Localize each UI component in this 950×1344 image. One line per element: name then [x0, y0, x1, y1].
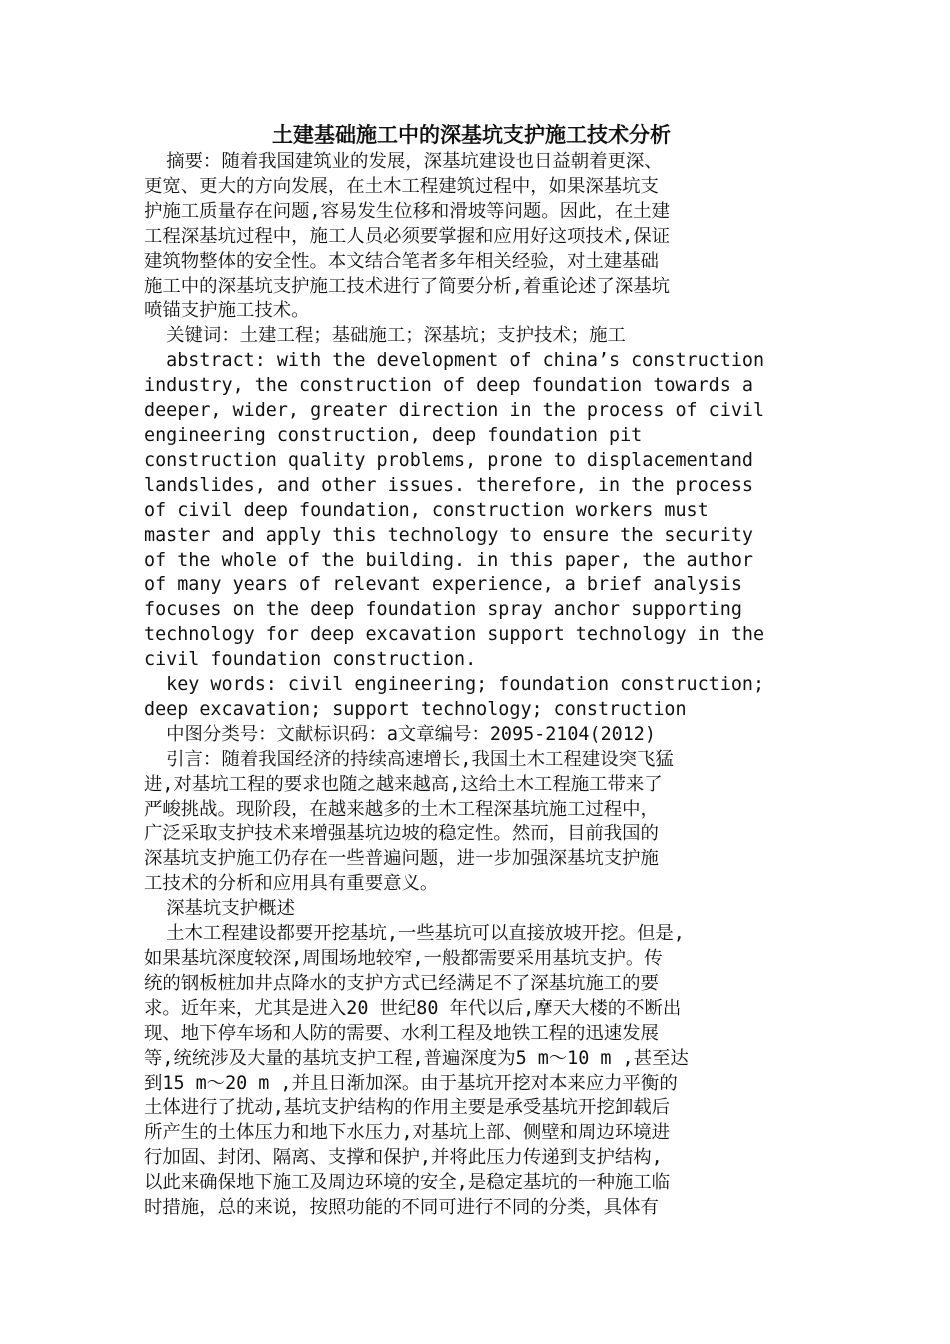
text-line: focuses on the deep foundation spray anchor supporting	[144, 599, 742, 621]
text-line: 施工中的深基坑支护施工技术进行了简要分析,着重论述了深基坑	[144, 275, 671, 297]
text-line: 引言：随着我国经济的持续高速增长,我国土木工程建设突飞猛	[144, 748, 674, 770]
text-line: construction quality problems, prone to displacementand	[144, 449, 753, 471]
text-line: landslides, and other issues. therefore, in the process	[144, 474, 753, 496]
text-line: key words: civil engineering; foundation construction;	[144, 674, 765, 696]
text-line: of many years of relevant experience, a brief analysis	[144, 574, 742, 596]
text-line: deeper, wider, greater direction in the process of civil	[144, 400, 765, 422]
text-line: 关键词：土建工程；基础施工；深基坑；支护技术；施工	[144, 325, 626, 347]
text-line: of civil deep foundation, construction workers must	[144, 499, 709, 521]
text-line: civil foundation construction.	[144, 649, 477, 671]
text-line: 行加固、封闭、隔离、支撑和保护,并将此压力传递到支护结构,	[144, 1147, 663, 1169]
text-line: 进,对基坑工程的要求也随之越来越高,这给土木工程施工带来了	[144, 773, 663, 795]
text-line: engineering construction, deep foundation pit	[144, 424, 643, 446]
text-line: deep excavation; support technology; construction	[144, 698, 687, 720]
text-line: abstract: with the development of china’s construction	[144, 350, 765, 372]
text-line: 中图分类号：文献标识码：a文章编号：2095-2104(2012)	[144, 723, 656, 745]
text-line: 如果基坑深度较深,周围场地较窄,一般都需要采用基坑支护。传	[144, 948, 663, 969]
text-line: 时措施，总的来说，按照功能的不同可进行不同的分类，具体有	[144, 1197, 659, 1219]
text-line: 建筑物整体的安全性。本文结合笔者多年相关经验，对土建基础	[144, 250, 659, 272]
text-line: 到15 m～20 m ,并且日渐加深。由于基坑开挖对本来应力平衡的	[144, 1072, 678, 1094]
text-line: 以此来确保地下施工及周边环境的安全,是稳定基坑的一种施工临	[144, 1172, 671, 1194]
text-line: 所产生的土体压力和地下水压力,对基坑上部、侧壁和周边环境进	[144, 1122, 671, 1144]
text-line: 护施工质量存在问题,容易发生位移和滑坡等问题。因此，在土建	[144, 200, 671, 222]
text-line: 现、地下停车场和人防的需要、水利工程及地铁工程的迅速发展	[144, 1022, 659, 1044]
text-line: 求。近年来，尤其是进入20 世纪80 年代以后,摩天大楼的不断出	[144, 997, 682, 1019]
text-line: 等,统统涉及大量的基坑支护工程,普遍深度为5 m～10 m ,甚至达	[144, 1047, 689, 1069]
text-line: 深基坑支护概述	[144, 898, 295, 920]
text-line: 土木工程建设都要开挖基坑,一些基坑可以直接放坡开挖。但是,	[144, 923, 685, 945]
text-line: 严峻挑战。现阶段，在越来越多的土木工程深基坑施工过程中，	[144, 798, 659, 820]
text-line: 土体进行了扰动,基坑支护结构的作用主要是承受基坑开挖卸载后	[144, 1097, 671, 1119]
text-line: master and apply this technology to ensure the security	[144, 524, 753, 546]
text-line: 摘要：随着我国建筑业的发展，深基坑建设也日益朝着更深、	[144, 151, 663, 172]
text-line: 工技术的分析和应用具有重要意义。	[144, 873, 439, 895]
text-line: technology for deep excavation support technology in the	[144, 624, 765, 646]
text-line: of the whole of the building. in this paper, the author	[144, 549, 753, 571]
text-line: 广泛采取支护技术来增强基坑边坡的稳定性。然而，目前我国的	[144, 823, 659, 845]
text-line: 喷锚支护施工技术。	[144, 300, 310, 322]
text-line: 工程深基坑过程中，施工人员必须要掌握和应用好这项技术,保证	[144, 225, 671, 247]
text-line: 深基坑支护施工仍存在一些普遍问题，进一步加强深基坑支护施	[144, 848, 659, 870]
text-line: industry, the construction of deep foundation towards a	[144, 375, 753, 397]
text-line: 统的钢板桩加井点降水的支护方式已经满足不了深基坑施工的要	[144, 972, 659, 994]
document-body	[144, 150, 806, 1221]
text-line: 更宽、更大的方向发展，在土木工程建筑过程中，如果深基坑支	[144, 175, 659, 197]
document-title: 土建基础施工中的深基坑支护施工技术分析	[272, 122, 671, 147]
